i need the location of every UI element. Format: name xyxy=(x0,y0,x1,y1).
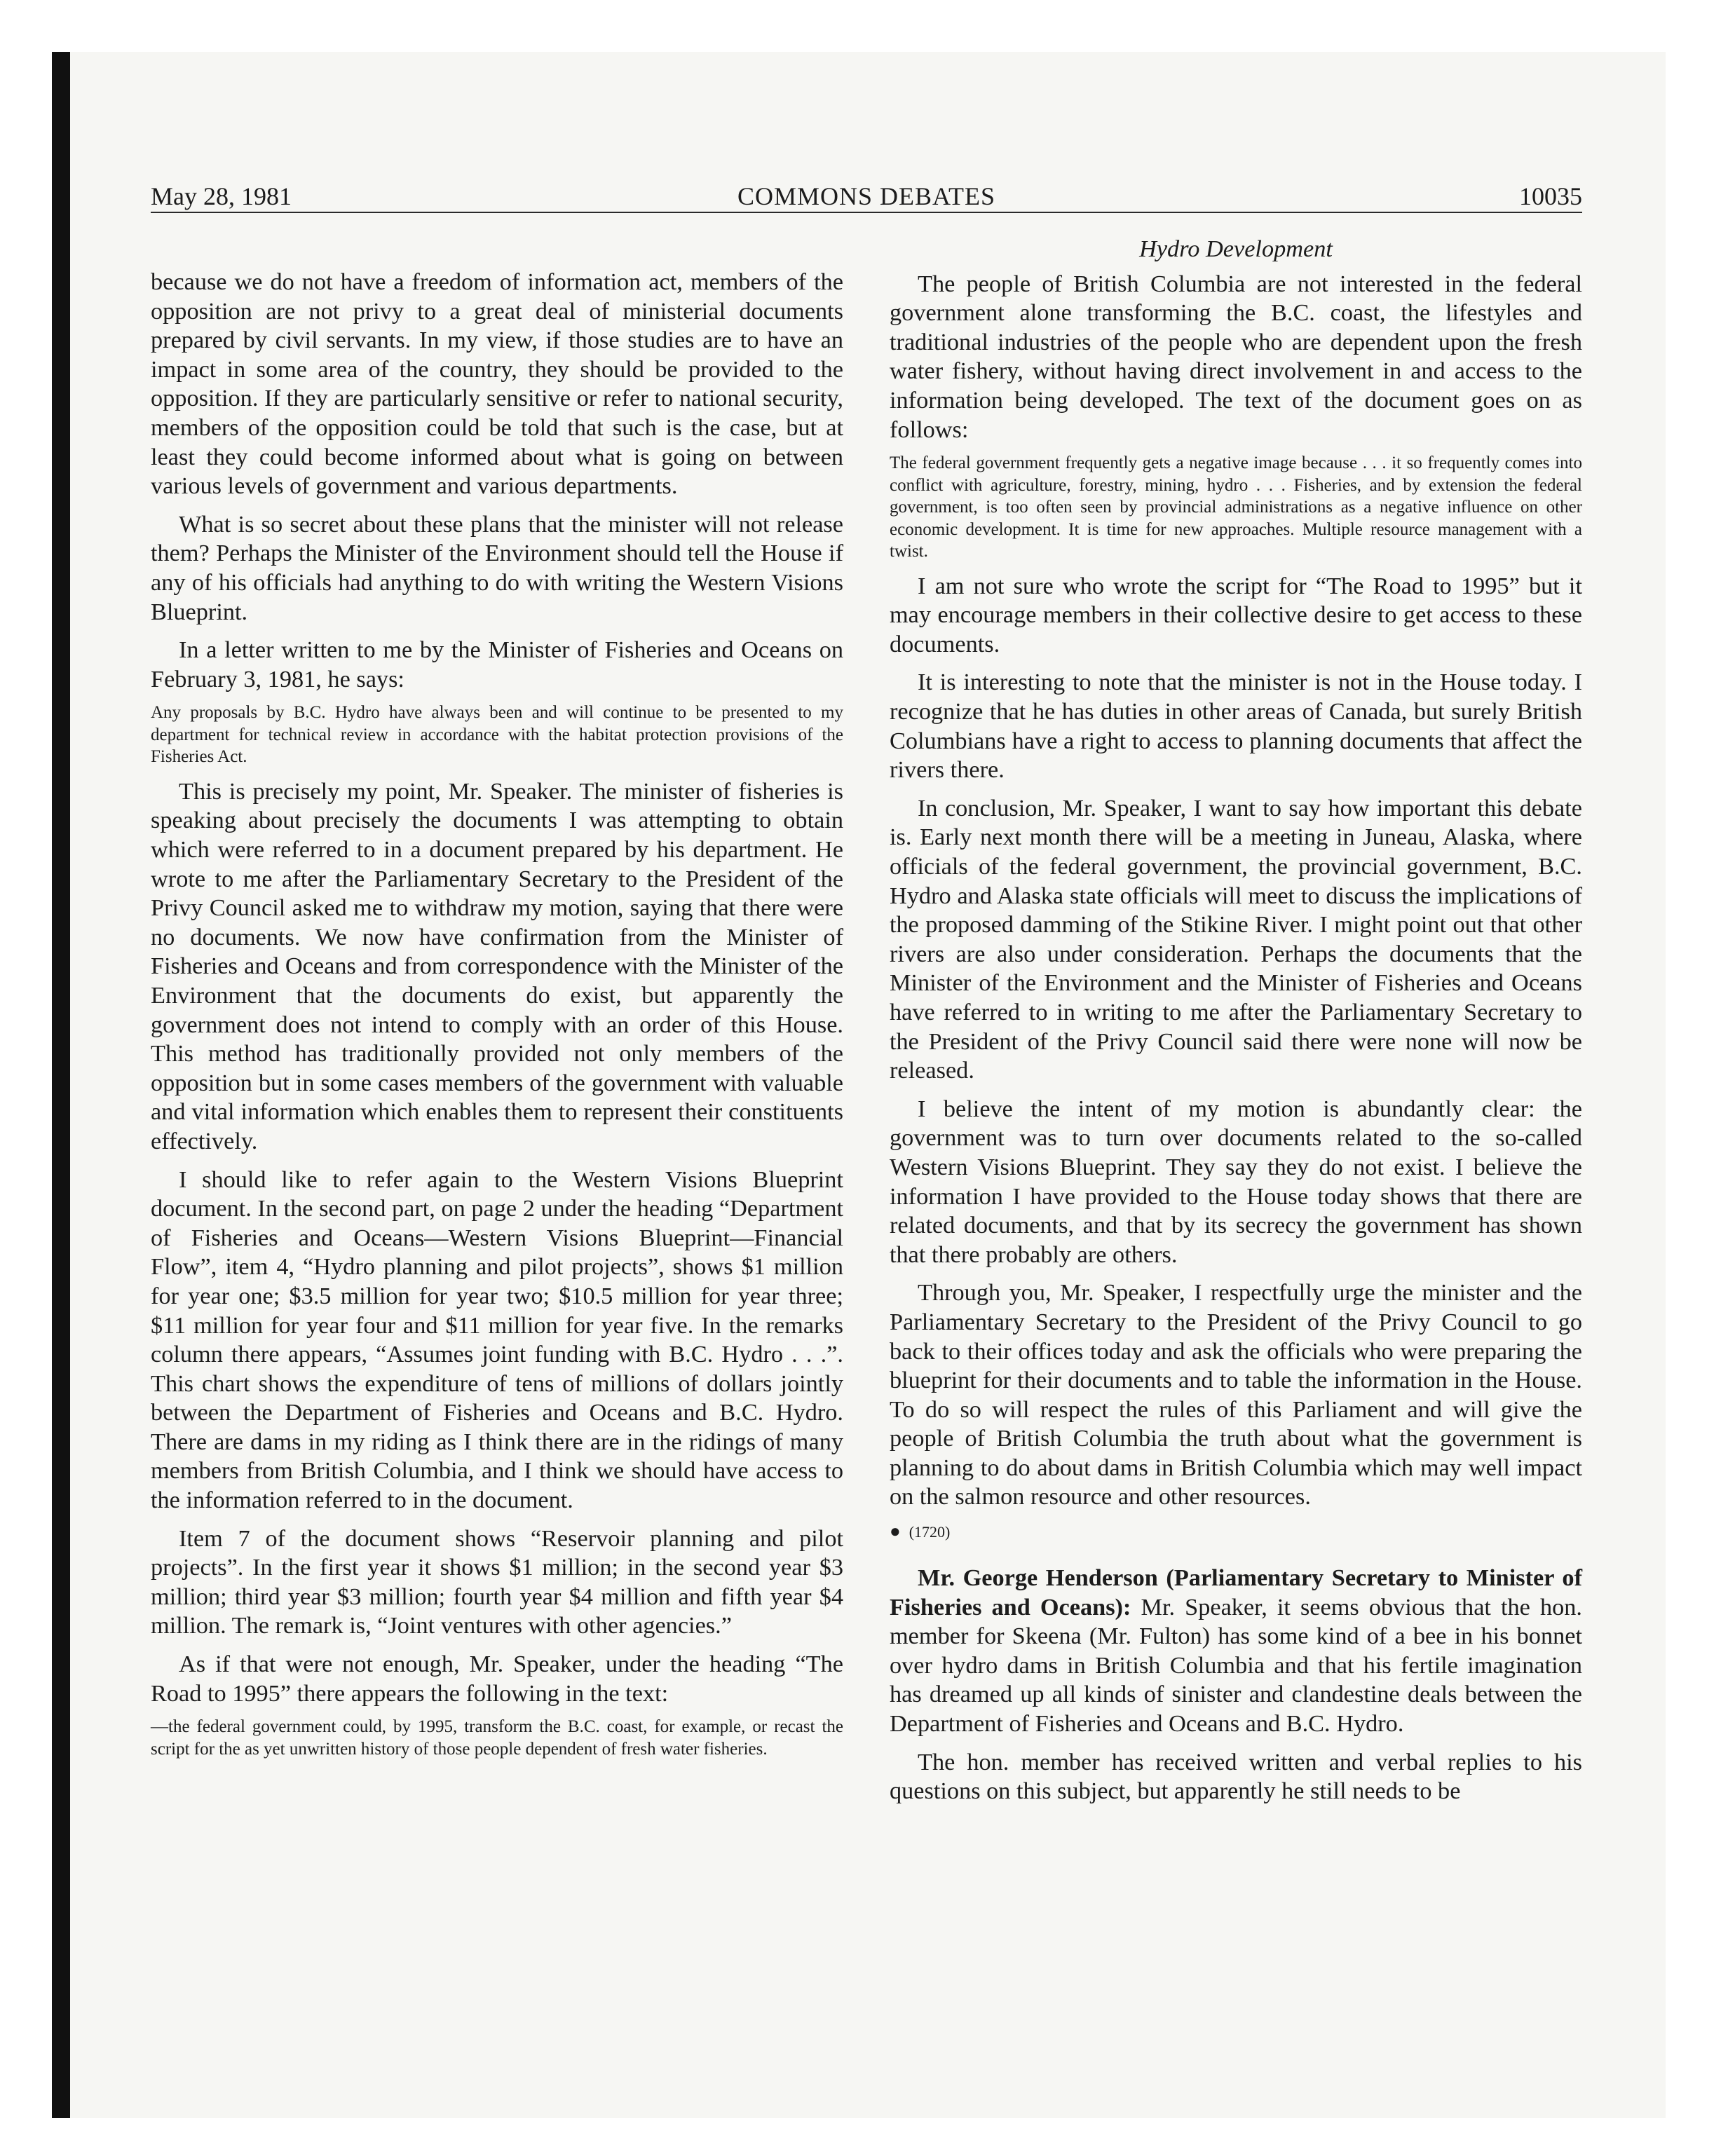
header-page-number: 10035 xyxy=(1519,182,1582,210)
right-column xyxy=(890,235,1582,1815)
paragraph: I am not sure who wrote the script for “The Road to 1995” but it may encourage members in their collective desire to get access to these documents. xyxy=(890,572,1582,657)
paragraph: Item 7 of the document shows “Reservoir planning and pilot projects”. In the first year it shows $1 million; in the second year $3 million; third year $3 million; fourth year $4 million and fifth year $4 million. The remark is, “Joint ventures with other agencies.” xyxy=(151,1524,843,1639)
header-title: COMMONS DEBATES xyxy=(737,182,996,210)
paragraph: As if that were not enough, Mr. Speaker, under the heading “The Road to 1995” there appears the following in the text: xyxy=(151,1651,843,1707)
paragraph: because we do not have a freedom of information act, members of the opposition are not privy to a great deal of ministerial documents prepared by civil servants. In my view, if those studies are to have an impact in some area of the country, they should be provided to the opposition. If they are particularly sensitive or refer to national security, members of the opposition could be told that such is the case, but at least they could become informed about what is going on between various levels of government and various departments. xyxy=(151,268,843,500)
speech-text: Mr. Speaker, it seems obvious that the hon. member for Skeena (Mr. Fulton) has some kind of a bee in his bonnet over hydro dams in British Columbia and that his fertile imagination has dreamed up all kinds of sinister and clandestine deals between the Department of Fisheries and Oceans and B.C. Hydro. xyxy=(890,1593,1582,1738)
running-header xyxy=(151,179,1582,213)
paragraph: In a letter written to me by the Minister of Fisheries and Oceans on February 3, 1981, he says: xyxy=(151,636,843,692)
paragraph: What is so secret about these plans that the minister will not release them? Perhaps the Minister of the Environment should tell the House if any of his officials had anything to do with writing the Western Visions Blueprint. xyxy=(151,510,843,625)
header-rule xyxy=(151,212,1582,213)
scan-edge-bar xyxy=(52,52,70,2118)
block-quote: Any proposals by B.C. Hydro have always been and will continue to be presented to my department for technical review in accordance with the habitat protection provisions of the Fisheries Act. xyxy=(151,703,843,767)
time-marker-label: (1720) xyxy=(909,1523,951,1541)
paragraph: The hon. member has received written and verbal replies to his questions on this subject, but apparently he still needs to be xyxy=(890,1748,1582,1805)
paragraph: In conclusion, Mr. Speaker, I want to say how important this debate is. Early next month there will be a meeting in Juneau, Alaska, where officials of the federal government, the provincial government, B.C. Hydro and Alaska state officials will meet to discuss the implications of the proposed damming of the Stikine River. I might point out that other rivers are also under consideration. Perhaps the documents that the Minister of the Environment and the Minister of Fisheries and Oceans have referred to in writing to me after the Parliamentary Secretary to the President of the Privy Council said there were none will now be released. xyxy=(890,794,1582,1084)
paragraph: I should like to refer again to the Western Visions Blueprint document. In the second part, on page 2 under the heading “Department of Fisheries and Oceans—Western Visions Blueprint—Financial Flow”, item 4, “Hydro planning and pilot projects”, shows $1 million for year one; $3.5 million for year two; $10.5 million for year three; $11 million for year four and $11 million for year five. In the remarks column there appears, “Assumes joint funding with B.C. Hydro . . .”. This chart shows the expenditure of tens of millions of dollars jointly between the Department of Fisheries and Oceans and B.C. Hydro. There are dams in my riding as I think there are in the ridings of many members from British Columbia, and I think we should have access to the information referred to in the document. xyxy=(151,1166,843,1514)
left-column xyxy=(151,268,843,1769)
paragraph: Through you, Mr. Speaker, I respectfully urge the minister and the Parliamentary Secretary to the President of the Privy Council to go back to their offices today and ask the officials who were preparing the blueprint for their documents and to table the information in the House. To do so will respect the rules of this Parliament and will give the people of British Columbia the truth about what the government is planning to do about dams in British Columbia which may well impact on the salmon resource and other resources. xyxy=(890,1279,1582,1510)
bullet-icon: ● xyxy=(890,1521,901,1542)
header-date: May 28, 1981 xyxy=(151,182,292,210)
block-quote: —the federal government could, by 1995, transform the B.C. coast, for example, or recast the script for the as yet unwritten history of those people dependent of fresh water fisheries. xyxy=(151,1717,843,1759)
paragraph: The people of British Columbia are not interested in the federal government alone transforming the B.C. coast, the lifestyles and traditional industries of the people who are dependent upon the fresh water fishery, without having direct involvement in and access to the information being developed. The text of the document goes on as follows: xyxy=(890,270,1582,443)
section-heading: Hydro Development xyxy=(1139,236,1333,262)
paragraph: It is interesting to note that the minister is not in the House today. I recognize that he has duties in other areas of Canada, but surely British Columbians have a right to access to planning documents that affect the rivers there. xyxy=(890,669,1582,784)
speech-paragraph xyxy=(890,1564,1582,1739)
paragraph: I believe the intent of my motion is abundantly clear: the government was to turn over documents related to the so-called Western Visions Blueprint. They say they do not exist. I believe the information I have provided to the House today shows that there are related documents, and that by its secrecy the government has shown that there probably are others. xyxy=(890,1095,1582,1268)
paragraph: This is precisely my point, Mr. Speaker. The minister of fisheries is speaking about precisely the documents I was attempting to obtain which were referred to in a document prepared by his department. He wrote to me after the Parliamentary Secretary to the President of the Privy Council asked me to withdraw my motion, saying that there were no documents. We now have confirmation from the Minister of Fisheries and Oceans and from correspondence with the Minister of the Environment that the documents do exist, but apparently the government does not intend to comply with an order of this House. This method has traditionally provided not only members of the opposition but in some cases members of the government with valuable and vital information which enables them to represent their constituents effectively. xyxy=(151,777,843,1154)
speaker-name: Mr. George Henderson (Parliamentary Secretary to Minister of Fisheries and Oceans): xyxy=(890,1564,1582,1621)
time-marker xyxy=(890,1521,1582,1543)
block-quote: The federal government frequently gets a negative image because . . . it so frequently comes into conflict with agriculture, forestry, mining, hydro . . . Fisheries, and by extension the federal government, is too often seen by provincial administrations as a negative influence on other economic development. It is time for new approaches. Multiple resource management with a twist. xyxy=(890,453,1582,561)
